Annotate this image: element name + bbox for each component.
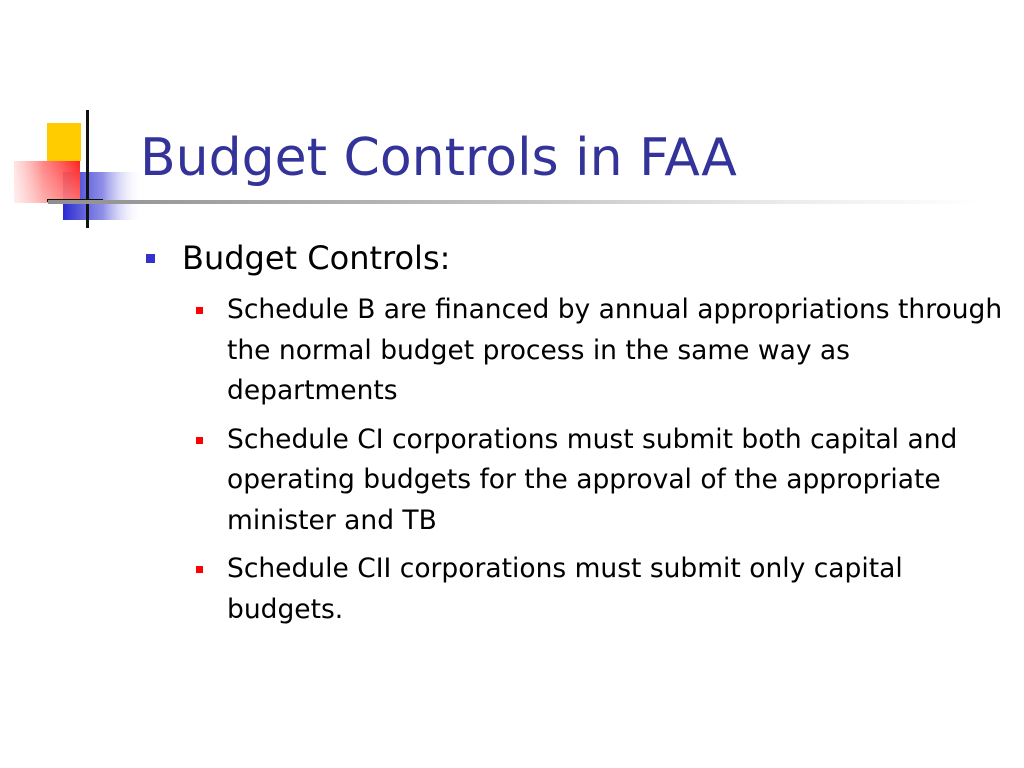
sub-bullet-list: [196, 290, 1006, 638]
bullet-square-icon: [146, 254, 155, 263]
deco-yellow-square: [47, 123, 81, 161]
sub-bullet-item: [196, 420, 1006, 542]
red-bullet-icon: [196, 307, 203, 314]
sub-bullet-text: Schedule B are financed by annual appropriations through the normal budget process in the same way as departments: [227, 294, 1003, 406]
sub-bullet-text: Schedule CII corporations must submit only capital budgets.: [227, 553, 903, 625]
deco-vertical-line: [86, 110, 89, 228]
red-bullet-icon: [196, 437, 203, 444]
bullet-level1-text: Budget Controls:: [182, 239, 451, 277]
sub-bullet-item: [196, 549, 1006, 630]
title-underline: [48, 200, 980, 204]
slide-title: Budget Controls in FAA: [140, 128, 737, 188]
red-bullet-icon: [196, 566, 203, 573]
sub-bullet-text: Schedule CI corporations must submit both capital and operating budgets for the approval of the appropriate minister and TB: [227, 423, 958, 536]
sub-bullet-item: [196, 290, 1006, 412]
decorative-logo: [0, 0, 200, 240]
